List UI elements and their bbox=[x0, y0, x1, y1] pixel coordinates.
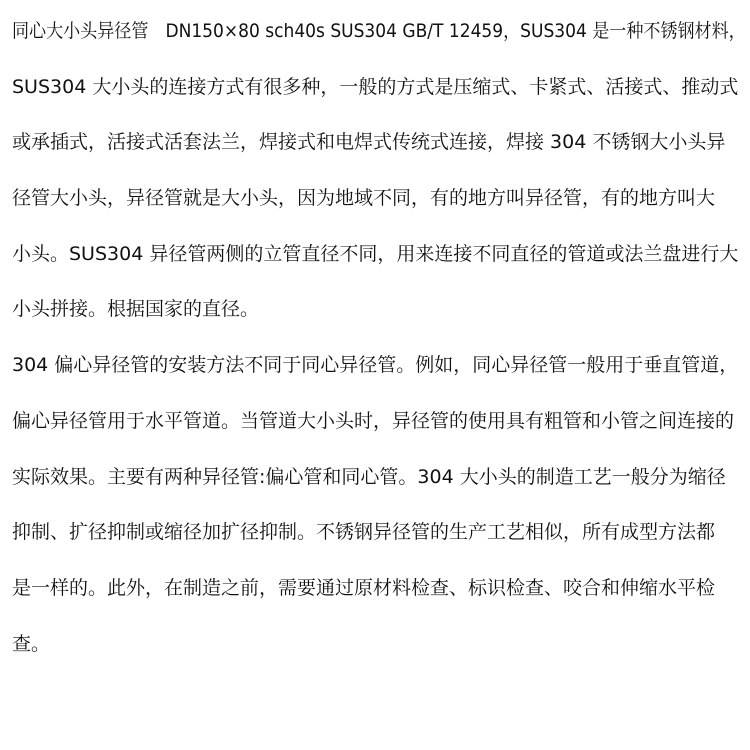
paragraph-1-line-6: 小头拼接。根据国家的直径。 bbox=[12, 298, 260, 321]
document-body bbox=[12, 4, 746, 672]
paragraph-1-line-5: 小头。SUS304 异径管两侧的立管直径不同，用来连接不同直径的管道或法兰盘进行大 bbox=[12, 242, 739, 265]
paragraph-2-line-3: 实际效果。主要有两种异径管:偏心管和同心管。304 大小头的制造工艺一般分为缩径 bbox=[12, 465, 726, 488]
paragraph-2 bbox=[12, 338, 746, 672]
paragraph-2-line-4: 抑制、扩径抑制或缩径加扩径抑制。不锈钢异径管的生产工艺相似，所有成型方法都 bbox=[12, 521, 716, 544]
paragraph-2-line-1: 304 偏心异径管的安装方法不同于同心异径管。例如，同心异径管一般用于垂直管道， bbox=[12, 354, 739, 377]
paragraph-1-line-1: 同心大小头异径管 DN150×80 sch40s SUS304 GB/T 12459，SUS304 是一种不锈钢材料， bbox=[12, 20, 746, 42]
paragraph-1-line-2: SUS304 大小头的连接方式有很多种，一般的方式是压缩式、卡紧式、活接式、推动式 bbox=[12, 75, 739, 98]
paragraph-1 bbox=[12, 4, 746, 338]
paragraph-1-line-4: 径管大小头，异径管就是大小头，因为地域不同，有的地方叫异径管，有的地方叫大 bbox=[12, 187, 716, 210]
paragraph-2-line-5: 是一样的。此外，在制造之前，需要通过原材料检查、标识检查、咬合和伸缩水平检 bbox=[12, 576, 716, 599]
paragraph-1-line-3: 或承插式，活接式活套法兰，焊接式和电焊式传统式连接，焊接 304 不锈钢大小头异 bbox=[12, 131, 726, 154]
paragraph-2-line-6: 查。 bbox=[12, 632, 51, 655]
paragraph-2-line-2: 偏心异径管用于水平管道。当管道大小头时，异径管的使用具有粗管和小管之间连接的 bbox=[12, 409, 735, 432]
